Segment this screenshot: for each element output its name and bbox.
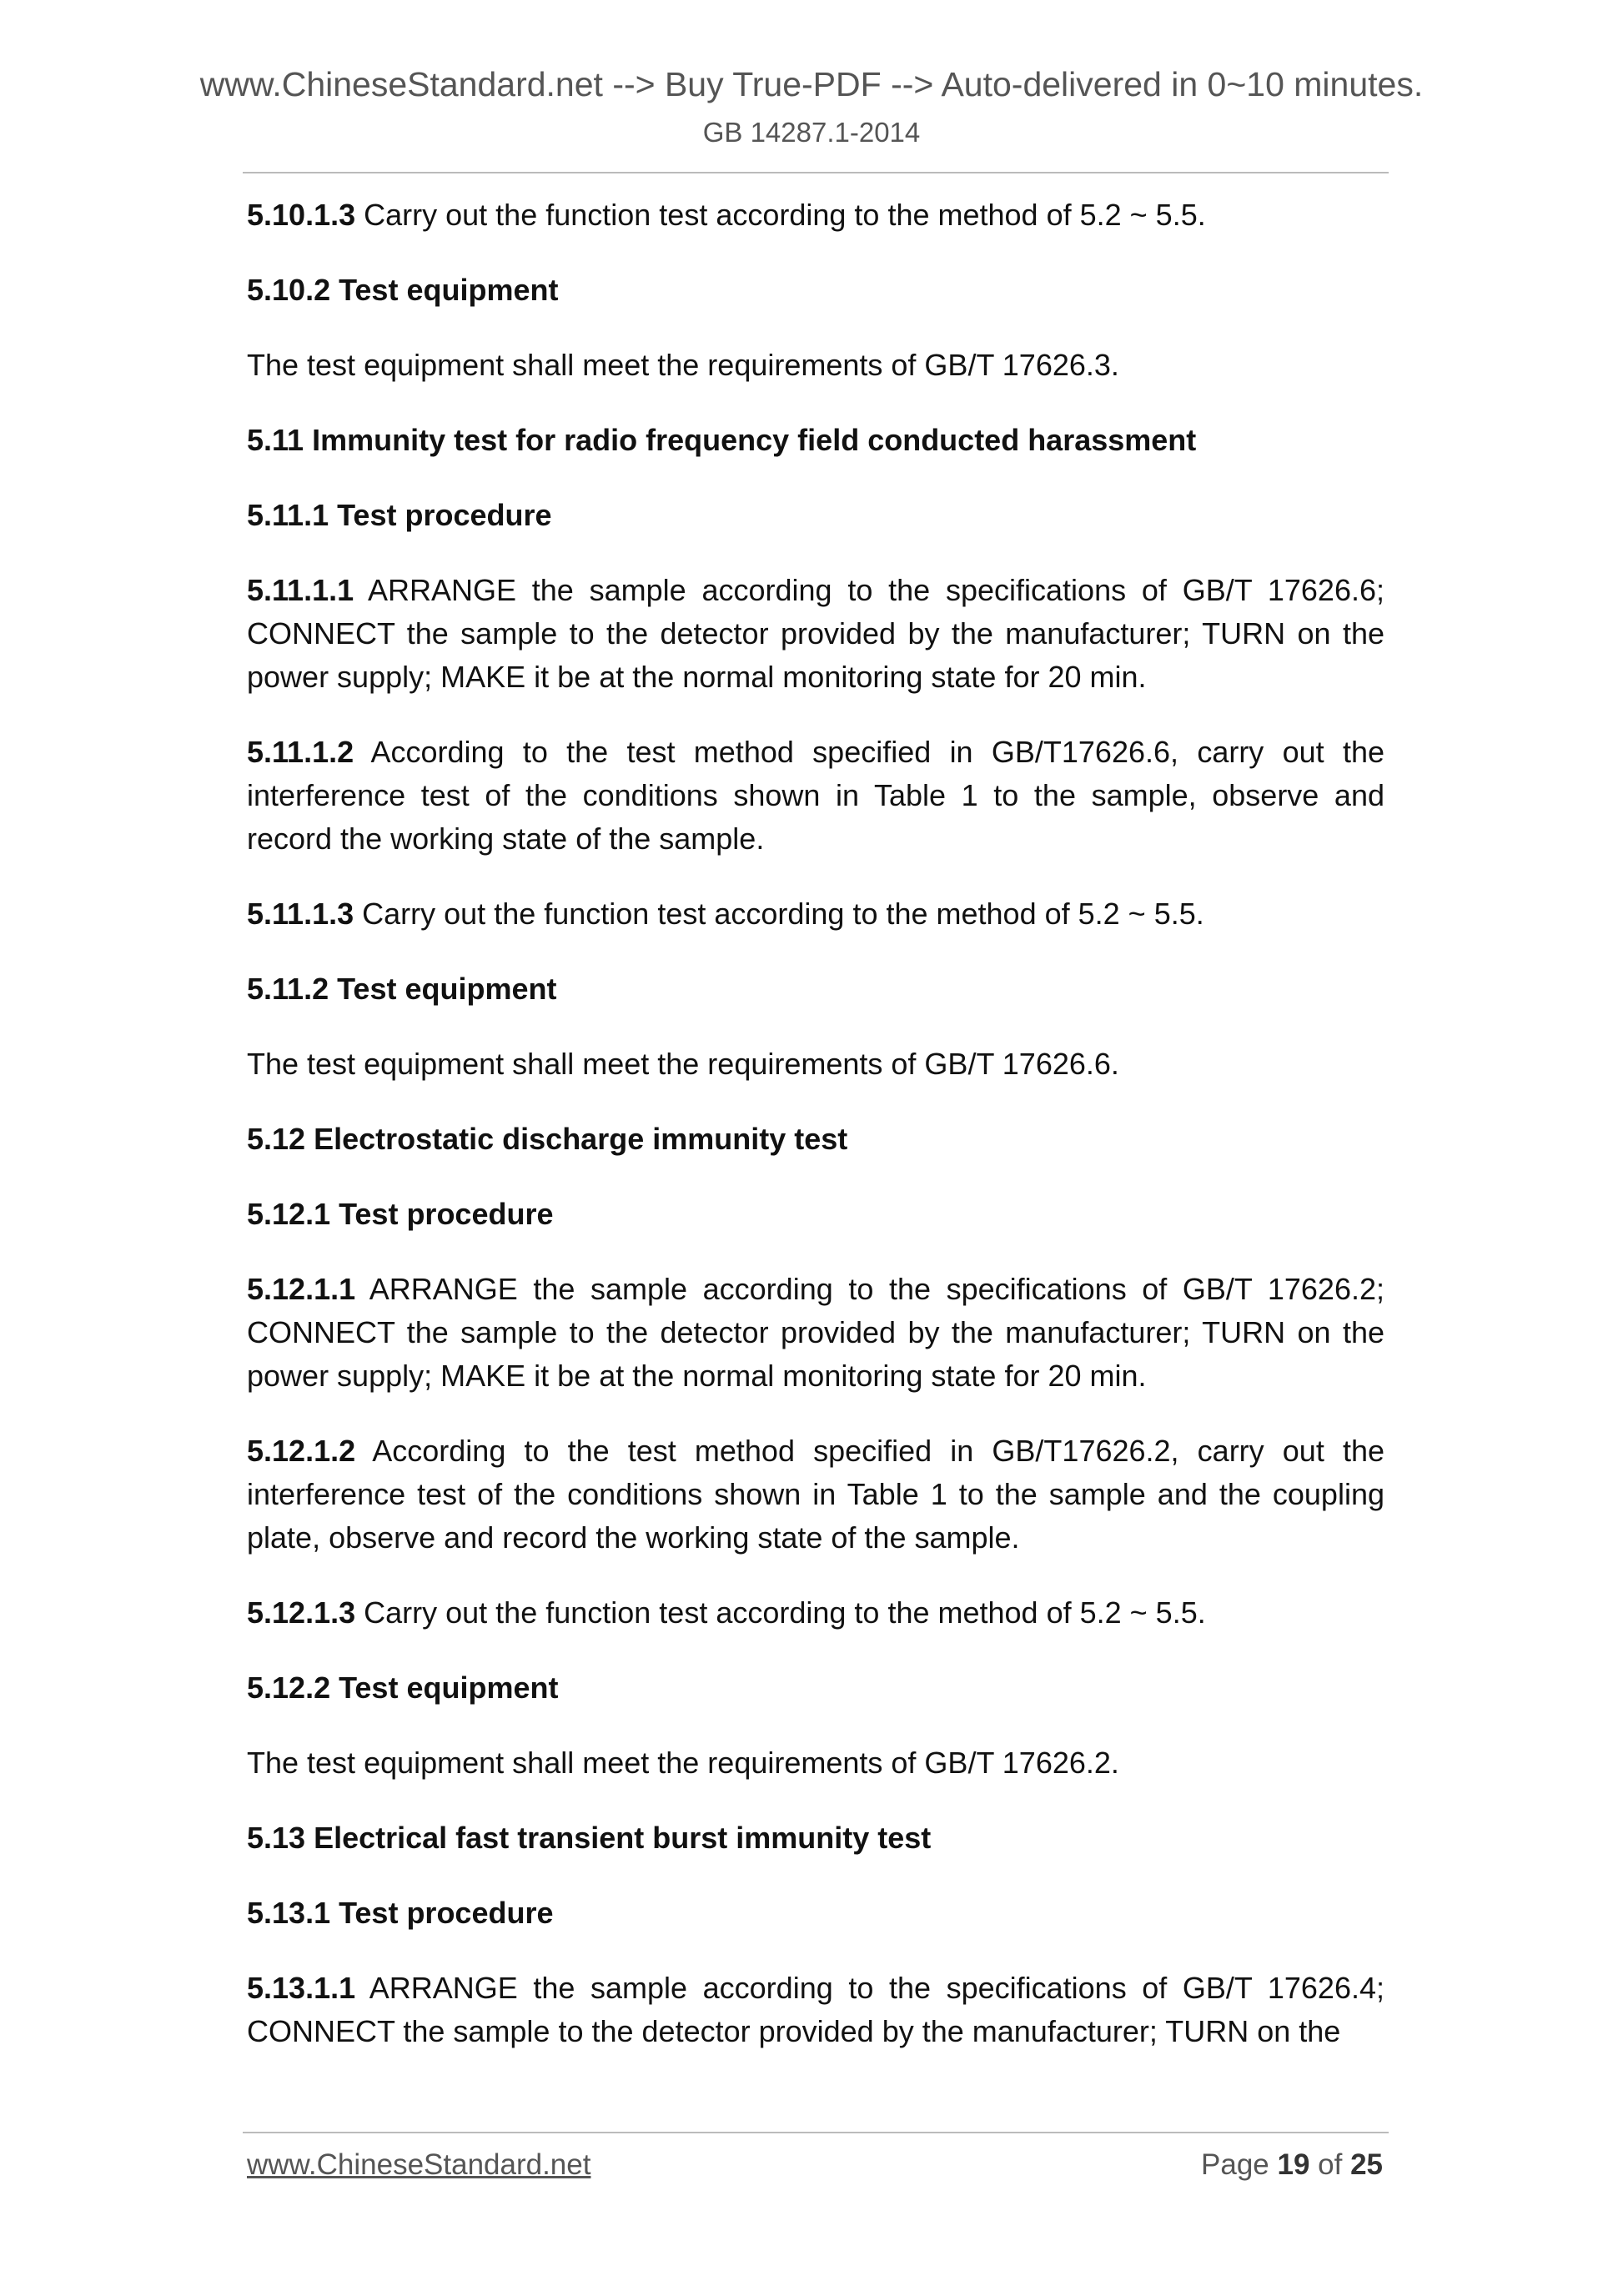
paragraph-5-10-1-3 bbox=[247, 193, 1384, 237]
header-divider bbox=[243, 172, 1389, 173]
paragraph-5-11-1-3 bbox=[247, 892, 1384, 936]
page-current: 19 bbox=[1277, 2148, 1310, 2181]
footer-divider bbox=[243, 2132, 1389, 2133]
paragraph-5-11-1-1 bbox=[247, 569, 1384, 699]
paragraph-text: Carry out the function test according to the method of 5.2 ~ 5.5. bbox=[354, 897, 1204, 931]
paragraph-text: According to the test method specified in GB/T17626.6, carry out the interference test of the conditions shown in Table 1 to the sample, observe and record the working state of the sample. bbox=[247, 735, 1384, 856]
footer-website-link[interactable]: www.ChineseStandard.net bbox=[247, 2148, 591, 2181]
heading-5-13: 5.13 Electrical fast transient burst immunity test bbox=[247, 1821, 932, 1855]
clause-number: 5.10.1.3 bbox=[247, 198, 356, 232]
heading-5-12-1: 5.12.1 Test procedure bbox=[247, 1197, 554, 1231]
paragraph-text: ARRANGE the sample according to the specifications of GB/T 17626.2; CONNECT the sample to the detector provided by the manufacturer; TURN on the power supply; MAKE it be at the normal monitoring state for 20 min. bbox=[247, 1272, 1384, 1393]
page-indicator bbox=[1201, 2148, 1383, 2182]
document-body bbox=[247, 193, 1384, 2085]
paragraph-text: ARRANGE the sample according to the specifications of GB/T 17626.4; CONNECT the sample to the detector provided by the manufacturer; TURN on the bbox=[247, 1971, 1384, 2048]
heading-5-12: 5.12 Electrostatic discharge immunity test bbox=[247, 1122, 848, 1156]
page-separator: of bbox=[1309, 2148, 1351, 2181]
page-total: 25 bbox=[1350, 2148, 1383, 2181]
paragraph-text: Carry out the function test according to the method of 5.2 ~ 5.5. bbox=[355, 198, 1206, 232]
header-banner: www.ChineseStandard.net --> Buy True-PDF --> Auto-delivered in 0~10 minutes. bbox=[199, 65, 1424, 103]
paragraph-text: The test equipment shall meet the requirements of GB/T 17626.3. bbox=[247, 348, 1119, 382]
clause-number: 5.12.1.2 bbox=[247, 1434, 356, 1468]
clause-number: 5.13.1.1 bbox=[247, 1971, 356, 2005]
heading-5-11-2: 5.11.2 Test equipment bbox=[247, 972, 557, 1006]
clause-number: 5.12.1.1 bbox=[247, 1272, 356, 1306]
clause-number: 5.12.1.3 bbox=[247, 1595, 356, 1630]
paragraph-text: Carry out the function test according to the method of 5.2 ~ 5.5. bbox=[355, 1595, 1206, 1630]
paragraph-5-12-1-3 bbox=[247, 1591, 1384, 1635]
clause-number: 5.11.1.3 bbox=[247, 897, 354, 931]
paragraph-5-12-1-2 bbox=[247, 1429, 1384, 1560]
heading-5-11-1: 5.11.1 Test procedure bbox=[247, 498, 552, 532]
paragraph-5-12-1-1 bbox=[247, 1268, 1384, 1398]
page-prefix: Page bbox=[1201, 2148, 1278, 2181]
heading-5-12-2: 5.12.2 Test equipment bbox=[247, 1671, 559, 1705]
paragraph-text: The test equipment shall meet the requirements of GB/T 17626.6. bbox=[247, 1047, 1119, 1081]
paragraph-5-13-1-1 bbox=[247, 1967, 1384, 2053]
clause-number: 5.11.1.1 bbox=[247, 573, 354, 607]
paragraph-5-11-1-2 bbox=[247, 731, 1384, 861]
heading-5-11: 5.11 Immunity test for radio frequency field conducted harassment bbox=[247, 423, 1197, 457]
heading-5-13-1: 5.13.1 Test procedure bbox=[247, 1896, 554, 1930]
heading-5-10-2: 5.10.2 Test equipment bbox=[247, 273, 559, 307]
paragraph-text: ARRANGE the sample according to the specifications of GB/T 17626.6; CONNECT the sample to the detector provided by the manufacturer; TURN on the power supply; MAKE it be at the normal monitoring state for 20 min. bbox=[247, 573, 1384, 694]
paragraph-text: The test equipment shall meet the requirements of GB/T 17626.2. bbox=[247, 1746, 1119, 1780]
clause-number: 5.11.1.2 bbox=[247, 735, 354, 769]
paragraph-text: According to the test method specified in GB/T17626.2, carry out the interference test of the conditions shown in Table 1 to the sample and the coupling plate, observe and record the working state of the sample. bbox=[247, 1434, 1384, 1555]
standard-code: GB 14287.1-2014 bbox=[702, 117, 921, 148]
